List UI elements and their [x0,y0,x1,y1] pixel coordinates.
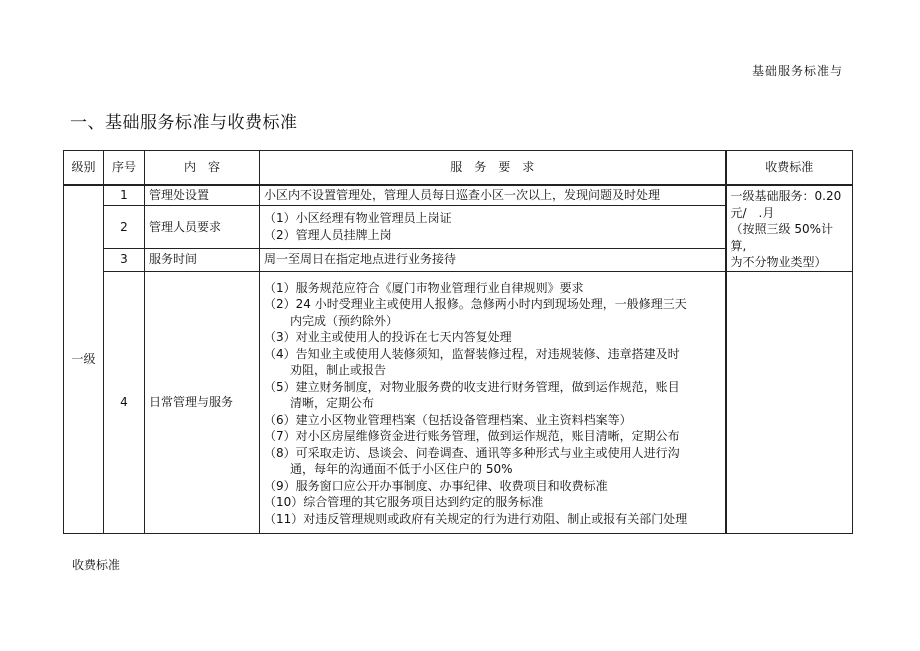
content-cell: 管理人员要求 [145,205,260,248]
fee-line: 为不分物业类型） [730,255,827,269]
requirement-line: （9）服务窗口应公开办事制度、办事纪律、收费项目和收费标准 [264,478,608,493]
running-header: 基础服务标准与 [752,64,844,78]
requirement-line: 清晰，定期公布 [290,396,375,410]
fee-cell-empty [726,271,853,534]
requirement-line: （2）24 小时受理业主或使用人报修。急修两小时内到现场处理，一般修理三天 [264,297,687,311]
requirement-line: （5）建立财务制度，对物业服务费的收支进行财务管理，做到运作规范，账目 [264,379,680,394]
seq-cell: 4 [104,271,145,534]
requirement-cell [260,271,726,534]
seq-cell: 3 [104,248,145,271]
requirement-line: （4）告知业主或使用人装修须知，监督装修过程，对违规装修、违章搭建及时 [264,346,680,361]
requirement-line: 劝阻，制止或报告 [290,363,387,377]
header-seq: 序号 [104,151,145,186]
fee-line: （按照三级 50%计算, [730,222,833,253]
seq-cell: 2 [104,205,145,248]
requirement-line: （8）可采取走访、恳谈会、问卷调查、通讯等多种形式与业主或使用人进行沟 [264,445,680,460]
footer-note: 收费标准 [72,558,121,572]
requirement-line: （3）对业主或使用人的投诉在七天内答复处理 [264,330,512,344]
requirement-line: 周一至周日在指定地点进行业务接待 [264,252,457,267]
content-cell: 服务时间 [145,248,260,271]
requirement-line: 内完成（预约除外） [290,313,399,328]
requirement-cell [260,205,726,248]
requirement-line: （10）综合管理的其它服务项目达到约定的服务标准 [264,495,544,509]
requirement-line: 通，每年的沟通面不低于小区住户的 50% [290,462,513,476]
requirement-line: 小区内不设置管理处，管理人员每日巡查小区一次以上，发现问题及时处理 [264,188,661,203]
table-header-row [64,151,853,186]
seq-cell: 1 [104,185,145,205]
requirement-cell [260,248,726,271]
requirement-line: （1）小区经理有物业管理员上岗证 [264,211,452,226]
fee-line: 一级基础服务：0.20 [730,189,842,203]
section-title: 一、基础服务标准与收费标准 [70,113,298,133]
service-standard-table [63,150,853,534]
header-level: 级别 [64,151,104,186]
requirement-line: （7）对小区房屋维修资金进行账务管理，做到运作规范，账目清晰，定期公布 [264,429,680,443]
level-cell: 一级 [64,185,104,534]
content-cell: 管理处设置 [145,185,260,205]
requirement-line: （2）管理人员挂牌上岗 [264,227,392,242]
header-fee: 收费标准 [726,151,853,186]
fee-cell [726,185,853,271]
header-requirement: 服 务 要 求 [260,151,726,186]
content-cell: 日常管理与服务 [145,271,260,534]
requirement-line: （11）对违反管理规则或政府有关规定的行为进行劝阻、制止或报有关部门处理 [264,511,688,526]
table-row [64,271,853,534]
requirement-cell [260,185,726,205]
requirement-line: （1）服务规范应符合《厦门市物业管理行业自律规则》要求 [264,280,584,295]
header-content: 内 容 [145,151,260,186]
table-row [64,185,853,205]
requirement-line: （6）建立小区物业管理档案（包括设备管理档案、业主资料档案等） [264,412,632,427]
fee-line: 元/ .月 [730,205,775,220]
